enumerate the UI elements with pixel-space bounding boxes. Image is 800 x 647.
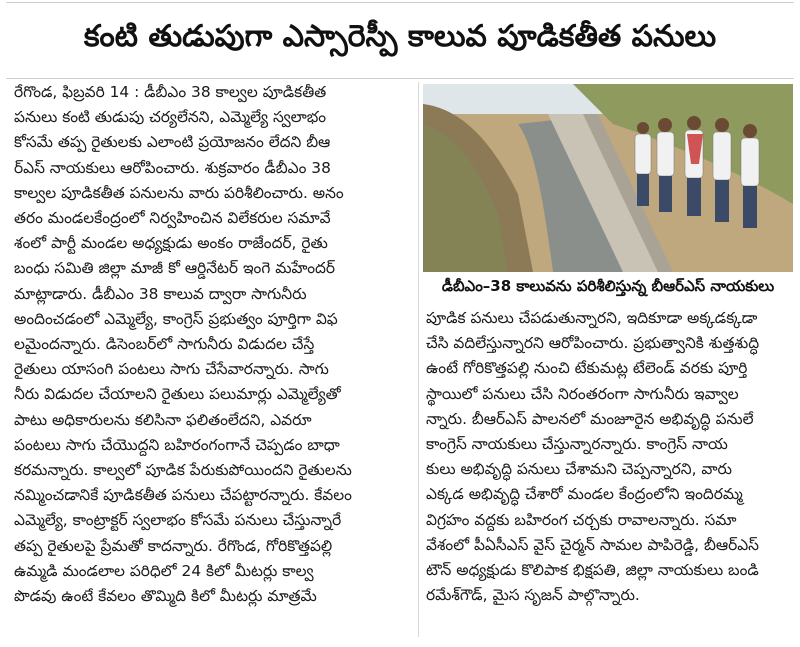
article-headline: కంటి తుడుపుగా ఎస్సారెస్పీ కాలువ పూడికతీత పనులు bbox=[83, 19, 717, 54]
headline-divider bbox=[6, 78, 794, 79]
article-body-left-column: రేగొండ, ఫిబ్రవరి 14 : డీబీఎం 38 కాల్వల పూడికతీత పనులు కంటి తుడుపు చర్యలేనని, ఎమ్మెల్యే స్వలాభం కోసమే తప్ప రైతులకు ఎలాంటి ప్రయోజనం లేదని బీఆ ర్ఎస్ నాయకులు ఆరోపించారు. శుక్రవారం డీబీఎం 38 కాల్వల పూడికతీత పనులను వారు పరిశీలించారు. అనం తరం మండలకేంద్రంలో నిర్వహించిన విలేకరుల సమావే శంలో పార్టీ మండల అధ్యక్షుడు అంకం రాజేందర్, రైతు బంధు సమితి జిల్లా మాజీ కో ఆర్డినేటర్ ఇంగె మహేందర్ మాట్లాడారు. డీబీఎం 38 కాలువ ద్వారా సాగునీరు అందించడంలో ఎమ్మెల్యే, కాంగ్రెస్ ప్రభుత్వం పూర్తిగా విఫ లమైందన్నారు. డిసెంబర్‌లో సాగునీరు విడుదల చేస్తే రైతులు యాసంగి పంటలు సాగు చేసేవారన్నారు. సాగు నీరు విడుదల చేయాలని రైతులు పలుమార్లు ఎమ్మెల్యేతో పాటు అధికారులను కలిసినా ఫలితంలేదని, ఎవరూ పంటలు సాగు చేయొద్దని బహిరంగంగానే చెప్పడం బాధా కరమన్నారు. కాల్వలో పూడిక పేరుకుపోయిందని రైతులను నమ్మించడానికే పూడికతీత పనులు చేపట్టారన్నారు. కేవలం ఎమ్మెల్యే, కాంట్రాక్టర్ స్వలాభం కోసమే పనులు చేస్తున్నారే తప్ప రైతులపై ప్రేమతో కాదన్నారు. రేగొండ, గోరికొత్తపల్లి ఉమ్మడి మండలాల పరిధిలో 24 కిలో మీటర్లు కాల్వ పొడవు ఉంటే కేవలం తొమ్మిది కిలో మీటర్లు మాత్రమే bbox=[14, 83, 352, 606]
top-rule bbox=[6, 2, 794, 3]
article-body-right-column: పూడిక పనులు చేపడుతున్నారని, ఇదికూడా అక్కడక్కడా చేసి వదిలేస్తున్నారని ఆరోపించారు. ప్రభుత్వానికి శుత్తశుద్ధి ఉంటే గోరికొత్తపల్లి నుంచి టేకుమట్ల టేలెండ్ వరకు పూర్తి స్థాయిలో పనులు చేసి నిరంతరంగా సాగునీరు ఇవ్వాల న్నారు. బీఆర్ఎస్ పాలనలో మంజూరైన అభివృద్ధి పనులే కాంగ్రెస్ నాయకులు చేస్తున్నారన్నారు. కాంగ్రెస్ నాయ కులు అభివృద్ధి పనులు చేశామని చెప్పన్నారని, వారు ఎక్కడ అభివృద్ధి చేశారో మండల కేంద్రంలోని ఇందిరమ్మ విగ్రహం వద్దకు బహిరంగ చర్చకు రావాలన్నారు. సమా వేశంలో పీఏసీఎస్ వైస్ చైర్మన్ సామల పాపిరెడ్డి, బీఆర్ఎస్ టౌన్ అధ్యక్షుడు కొలిపాక భిక్షపతి, జిల్లా నాయకులు బండి రమేశ్‌గౌడ్, మైస సృజన్ పాల్గొన్నారు. bbox=[426, 309, 760, 605]
news-photo bbox=[423, 84, 793, 272]
photo-caption: డీబీఎం–38 కాలువను పరిశీలిస్తున్న బీఆర్ఎస్ నాయకులు bbox=[441, 277, 775, 295]
canal-inspection-photo bbox=[423, 84, 793, 272]
column-divider bbox=[418, 82, 419, 637]
